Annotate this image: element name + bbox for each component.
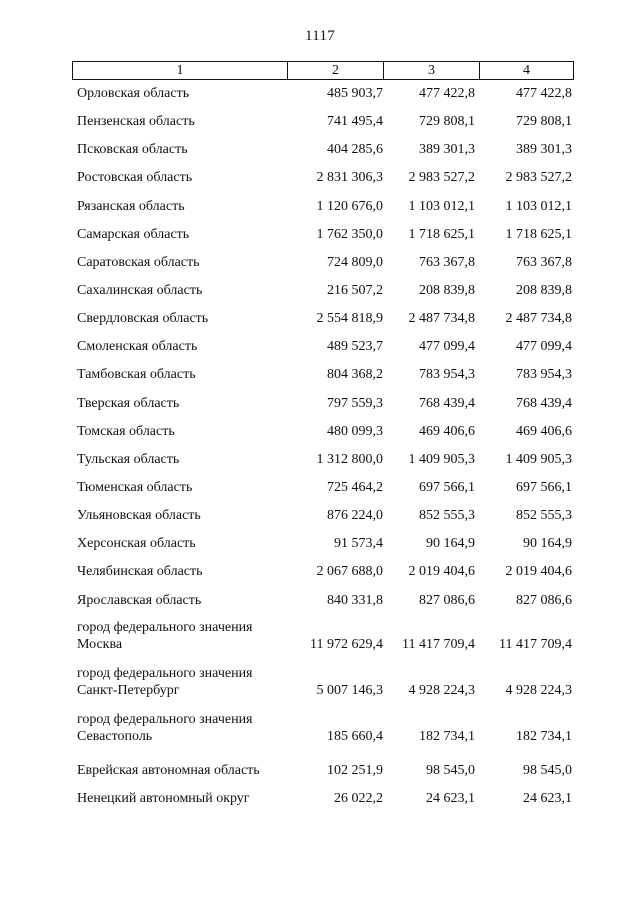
value-col-3: 389 301,3 bbox=[419, 142, 475, 158]
table-row bbox=[0, 506, 640, 534]
value-col-4: 783 954,3 bbox=[516, 367, 572, 383]
value-col-3: 827 086,6 bbox=[419, 592, 475, 608]
value-col-4: 1 103 012,1 bbox=[505, 198, 572, 214]
value-col-2: 5 007 146,3 bbox=[316, 682, 383, 698]
table-row bbox=[0, 394, 640, 422]
value-col-4: 827 086,6 bbox=[516, 592, 572, 608]
value-col-4: 852 555,3 bbox=[516, 508, 572, 524]
region-name: Ростовская область bbox=[77, 170, 193, 186]
column-header-2: 2 bbox=[287, 62, 383, 79]
value-col-3: 763 367,8 bbox=[419, 254, 475, 270]
value-col-4: 208 839,8 bbox=[516, 282, 572, 298]
value-col-2: 840 331,8 bbox=[327, 592, 383, 608]
value-col-2: 102 251,9 bbox=[327, 762, 383, 778]
region-name: Ярославская область bbox=[77, 592, 202, 608]
region-name: Саратовская область bbox=[77, 254, 200, 270]
value-col-4: 11 417 709,4 bbox=[499, 636, 572, 652]
region-name: Челябинская область bbox=[77, 564, 203, 580]
value-col-4: 729 808,1 bbox=[516, 114, 572, 130]
value-col-2: 91 573,4 bbox=[334, 536, 383, 552]
table-row bbox=[0, 761, 640, 789]
table-row bbox=[0, 309, 640, 337]
value-col-3: 477 422,8 bbox=[419, 86, 475, 101]
column-header-3: 3 bbox=[383, 62, 479, 79]
region-name: Смоленская область bbox=[77, 339, 198, 355]
value-col-2: 404 285,6 bbox=[327, 142, 383, 158]
table-row bbox=[0, 534, 640, 562]
region-name: Томская область bbox=[77, 423, 175, 439]
value-col-2: 741 495,4 bbox=[327, 114, 383, 130]
value-col-2: 876 224,0 bbox=[327, 508, 383, 524]
value-col-2: 485 903,7 bbox=[327, 86, 383, 101]
region-name: Самарская область bbox=[77, 226, 190, 242]
region-name: Орловская область bbox=[77, 86, 190, 101]
value-col-4: 2 487 734,8 bbox=[505, 311, 572, 327]
table-row bbox=[0, 665, 640, 711]
value-col-3: 697 566,1 bbox=[419, 479, 475, 495]
region-name: Тюменская область bbox=[77, 479, 193, 495]
value-col-2: 26 022,2 bbox=[334, 790, 383, 806]
value-col-2: 797 559,3 bbox=[327, 395, 383, 411]
value-col-2: 725 464,2 bbox=[327, 479, 383, 495]
region-name: Ненецкий автономный округ bbox=[77, 790, 250, 806]
region-name: Еврейская автономная область bbox=[77, 762, 260, 778]
value-col-2: 185 660,4 bbox=[327, 728, 383, 744]
value-col-4: 4 928 224,3 bbox=[505, 682, 572, 698]
table-row bbox=[0, 450, 640, 478]
value-col-3: 852 555,3 bbox=[419, 508, 475, 524]
table-row bbox=[0, 140, 640, 168]
region-name: Псковская область bbox=[77, 142, 188, 158]
region-name: город федерального значения Москва bbox=[77, 619, 253, 652]
region-name: Сахалинская область bbox=[77, 282, 203, 298]
value-col-4: 477 422,8 bbox=[516, 86, 572, 101]
value-col-3: 24 623,1 bbox=[426, 790, 475, 806]
table-row bbox=[0, 789, 640, 817]
value-col-3: 11 417 709,4 bbox=[402, 636, 475, 652]
value-col-4: 98 545,0 bbox=[523, 762, 572, 778]
region-name: Тамбовская область bbox=[77, 367, 196, 383]
value-col-3: 1 409 905,3 bbox=[408, 451, 475, 467]
region-name: город федерального значения Санкт-Петербург bbox=[77, 665, 253, 698]
table-row bbox=[0, 422, 640, 450]
value-col-4: 90 164,9 bbox=[523, 536, 572, 552]
table-row bbox=[0, 591, 640, 619]
table-row bbox=[0, 225, 640, 253]
table-row bbox=[0, 365, 640, 393]
value-col-3: 783 954,3 bbox=[419, 367, 475, 383]
value-col-4: 389 301,3 bbox=[516, 142, 572, 158]
value-col-3: 477 099,4 bbox=[419, 339, 475, 355]
region-name: Ульяновская область bbox=[77, 508, 201, 524]
value-col-3: 98 545,0 bbox=[426, 762, 475, 778]
value-col-2: 2 067 688,0 bbox=[316, 564, 383, 580]
table-row bbox=[0, 84, 640, 112]
table-row bbox=[0, 112, 640, 140]
value-col-3: 2 983 527,2 bbox=[408, 170, 475, 186]
table-row bbox=[0, 337, 640, 365]
column-header-1: 1 bbox=[176, 63, 184, 78]
value-col-2: 804 368,2 bbox=[327, 367, 383, 383]
table-row bbox=[0, 619, 640, 665]
value-col-4: 469 406,6 bbox=[516, 423, 572, 439]
value-col-2: 480 099,3 bbox=[327, 423, 383, 439]
table-row bbox=[0, 281, 640, 309]
value-col-4: 2 019 404,6 bbox=[505, 564, 572, 580]
table-header bbox=[72, 61, 574, 80]
value-col-2: 1 120 676,0 bbox=[316, 198, 383, 214]
value-col-3: 469 406,6 bbox=[419, 423, 475, 439]
value-col-2: 2 831 306,3 bbox=[316, 170, 383, 186]
table-row bbox=[0, 711, 640, 757]
value-col-4: 1 718 625,1 bbox=[505, 226, 572, 242]
region-name: Пензенская область bbox=[77, 114, 195, 130]
table-row bbox=[0, 253, 640, 281]
region-name: Тверская область bbox=[77, 395, 180, 411]
column-header-4: 4 bbox=[479, 62, 573, 79]
value-col-3: 768 439,4 bbox=[419, 395, 475, 411]
value-col-4: 477 099,4 bbox=[516, 339, 572, 355]
table-row bbox=[0, 478, 640, 506]
table-row bbox=[0, 197, 640, 225]
table-row bbox=[0, 562, 640, 590]
page-number: 1117 bbox=[304, 28, 336, 44]
value-col-3: 182 734,1 bbox=[419, 728, 475, 744]
table-row bbox=[0, 168, 640, 196]
value-col-3: 4 928 224,3 bbox=[408, 682, 475, 698]
value-col-4: 763 367,8 bbox=[516, 254, 572, 270]
value-col-2: 1 312 800,0 bbox=[316, 451, 383, 467]
value-col-4: 768 439,4 bbox=[516, 395, 572, 411]
value-col-3: 90 164,9 bbox=[426, 536, 475, 552]
value-col-4: 2 983 527,2 bbox=[505, 170, 572, 186]
value-col-2: 489 523,7 bbox=[327, 339, 383, 355]
value-col-3: 2 019 404,6 bbox=[408, 564, 475, 580]
value-col-2: 216 507,2 bbox=[327, 282, 383, 298]
value-col-4: 697 566,1 bbox=[516, 479, 572, 495]
value-col-2: 11 972 629,4 bbox=[310, 636, 383, 652]
value-col-2: 1 762 350,0 bbox=[316, 226, 383, 242]
value-col-4: 24 623,1 bbox=[523, 790, 572, 806]
region-name: Херсонская область bbox=[77, 536, 196, 552]
table-body bbox=[0, 84, 640, 817]
region-name: Свердловская область bbox=[77, 311, 209, 327]
value-col-3: 208 839,8 bbox=[419, 282, 475, 298]
value-col-2: 2 554 818,9 bbox=[316, 311, 383, 327]
region-name: Тульская область bbox=[77, 451, 180, 467]
region-name: город федерального значения Севастополь bbox=[77, 711, 253, 744]
value-col-4: 1 409 905,3 bbox=[505, 451, 572, 467]
value-col-3: 729 808,1 bbox=[419, 114, 475, 130]
value-col-3: 2 487 734,8 bbox=[408, 311, 475, 327]
region-name: Рязанская область bbox=[77, 198, 185, 214]
value-col-4: 182 734,1 bbox=[516, 728, 572, 744]
value-col-2: 724 809,0 bbox=[327, 254, 383, 270]
value-col-3: 1 103 012,1 bbox=[408, 198, 475, 214]
value-col-3: 1 718 625,1 bbox=[408, 226, 475, 242]
